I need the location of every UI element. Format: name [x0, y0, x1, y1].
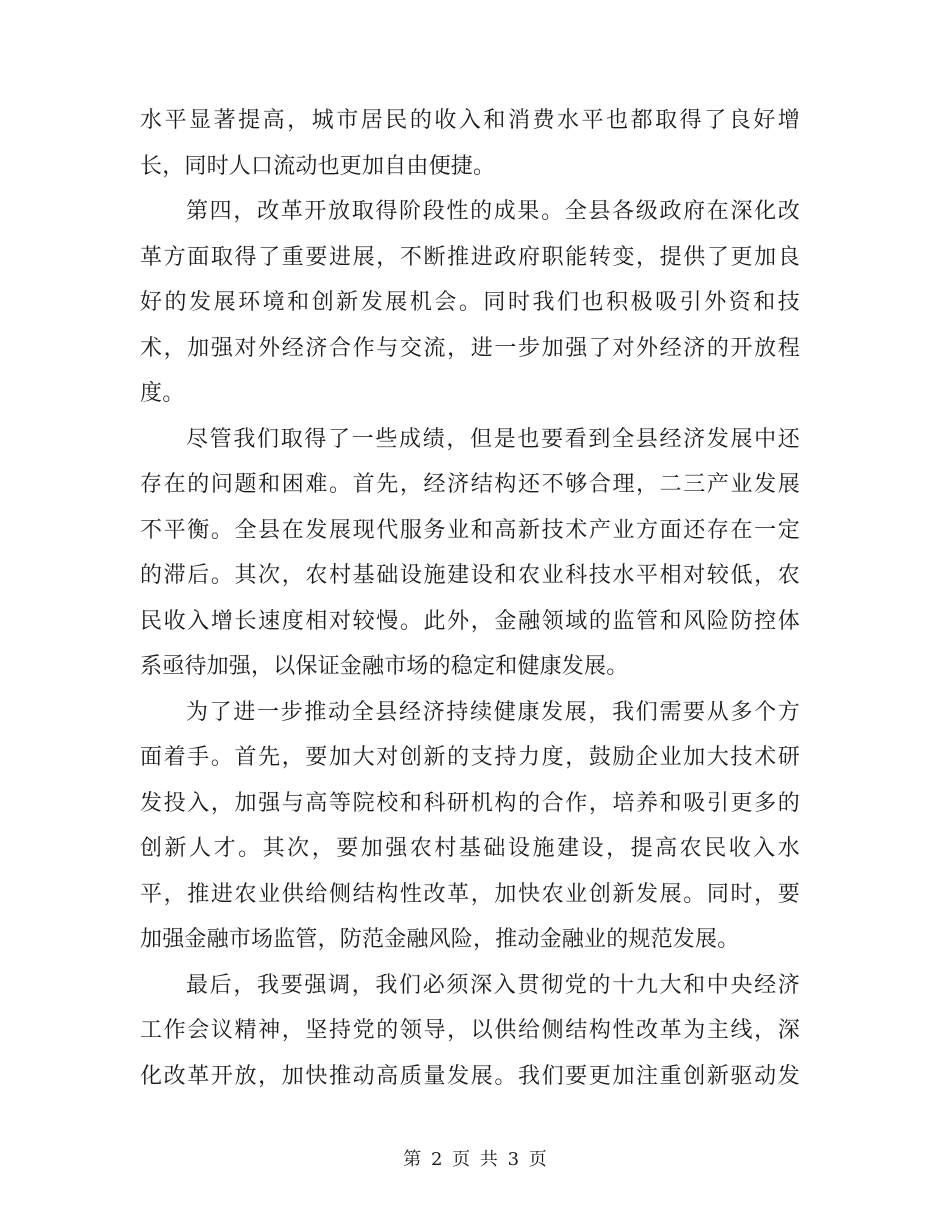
text-line: 好的发展环境和创新发展机会。同时我们也积极吸引外资和技: [140, 290, 800, 315]
text-line: 最后，我要强调，我们必须深入贯彻党的十九大和中央经济: [186, 972, 800, 998]
text-line: 长，同时人口流动也更加自由便捷。: [140, 153, 496, 179]
text-line: 工作会议精神，坚持党的领导，以供给侧结构性改革为主线，深: [140, 1018, 800, 1043]
text-line: 平，推进农业供给侧结构性改革，加快农业创新发展。同时，要: [140, 881, 800, 907]
text-line: 发投入，加强与高等院校和科研机构的合作，培养和吸引更多的: [140, 790, 800, 816]
text-line: 术，加强对外经济合作与交流，进一步加强了对外经济的开放程: [140, 335, 800, 361]
text-line: 存在的问题和困难。首先，经济结构还不够合理，二三产业发展: [140, 472, 800, 497]
document-body: [140, 98, 800, 1099]
text-line: 化改革开放，加快推动高质量发展。我们要更加注重创新驱动发: [140, 1063, 800, 1089]
text-line: 度。: [140, 381, 185, 406]
page-number-footer: 第 2 页 共 3 页: [403, 1149, 547, 1170]
text-line: 的滞后。其次，农村基础设施建设和农业科技水平相对较低，农: [140, 563, 800, 588]
text-line: 革方面取得了重要进展，不断推进政府职能转变，提供了更加良: [140, 244, 800, 270]
text-line: 民收入增长速度相对较慢。此外，金融领域的监管和风险防控体: [140, 608, 800, 634]
text-line: 创新人才。其次，要加强农村基础设施建设，提高农民收入水: [140, 836, 800, 861]
text-line: 尽管我们取得了一些成绩，但是也要看到全县经济发展中还: [186, 426, 800, 452]
text-line: 为了进一步推动全县经济持续健康发展，我们需要从多个方: [186, 699, 800, 725]
text-line: 第四，改革开放取得阶段性的成果。全县各级政府在深化改: [186, 199, 800, 224]
text-line: 面着手。首先，要加大对创新的支持力度，鼓励企业加大技术研: [140, 745, 800, 770]
text-line: 水平显著提高，城市居民的收入和消费水平也都取得了良好增: [140, 108, 800, 133]
text-line: 不平衡。全县在发展现代服务业和高新技术产业方面还存在一定: [140, 517, 800, 543]
text-line: 系亟待加强，以保证金融市场的稳定和健康发展。: [140, 654, 629, 679]
text-line: 加强金融市场监管，防范金融风险，推动金融业的规范发展。: [140, 927, 740, 952]
